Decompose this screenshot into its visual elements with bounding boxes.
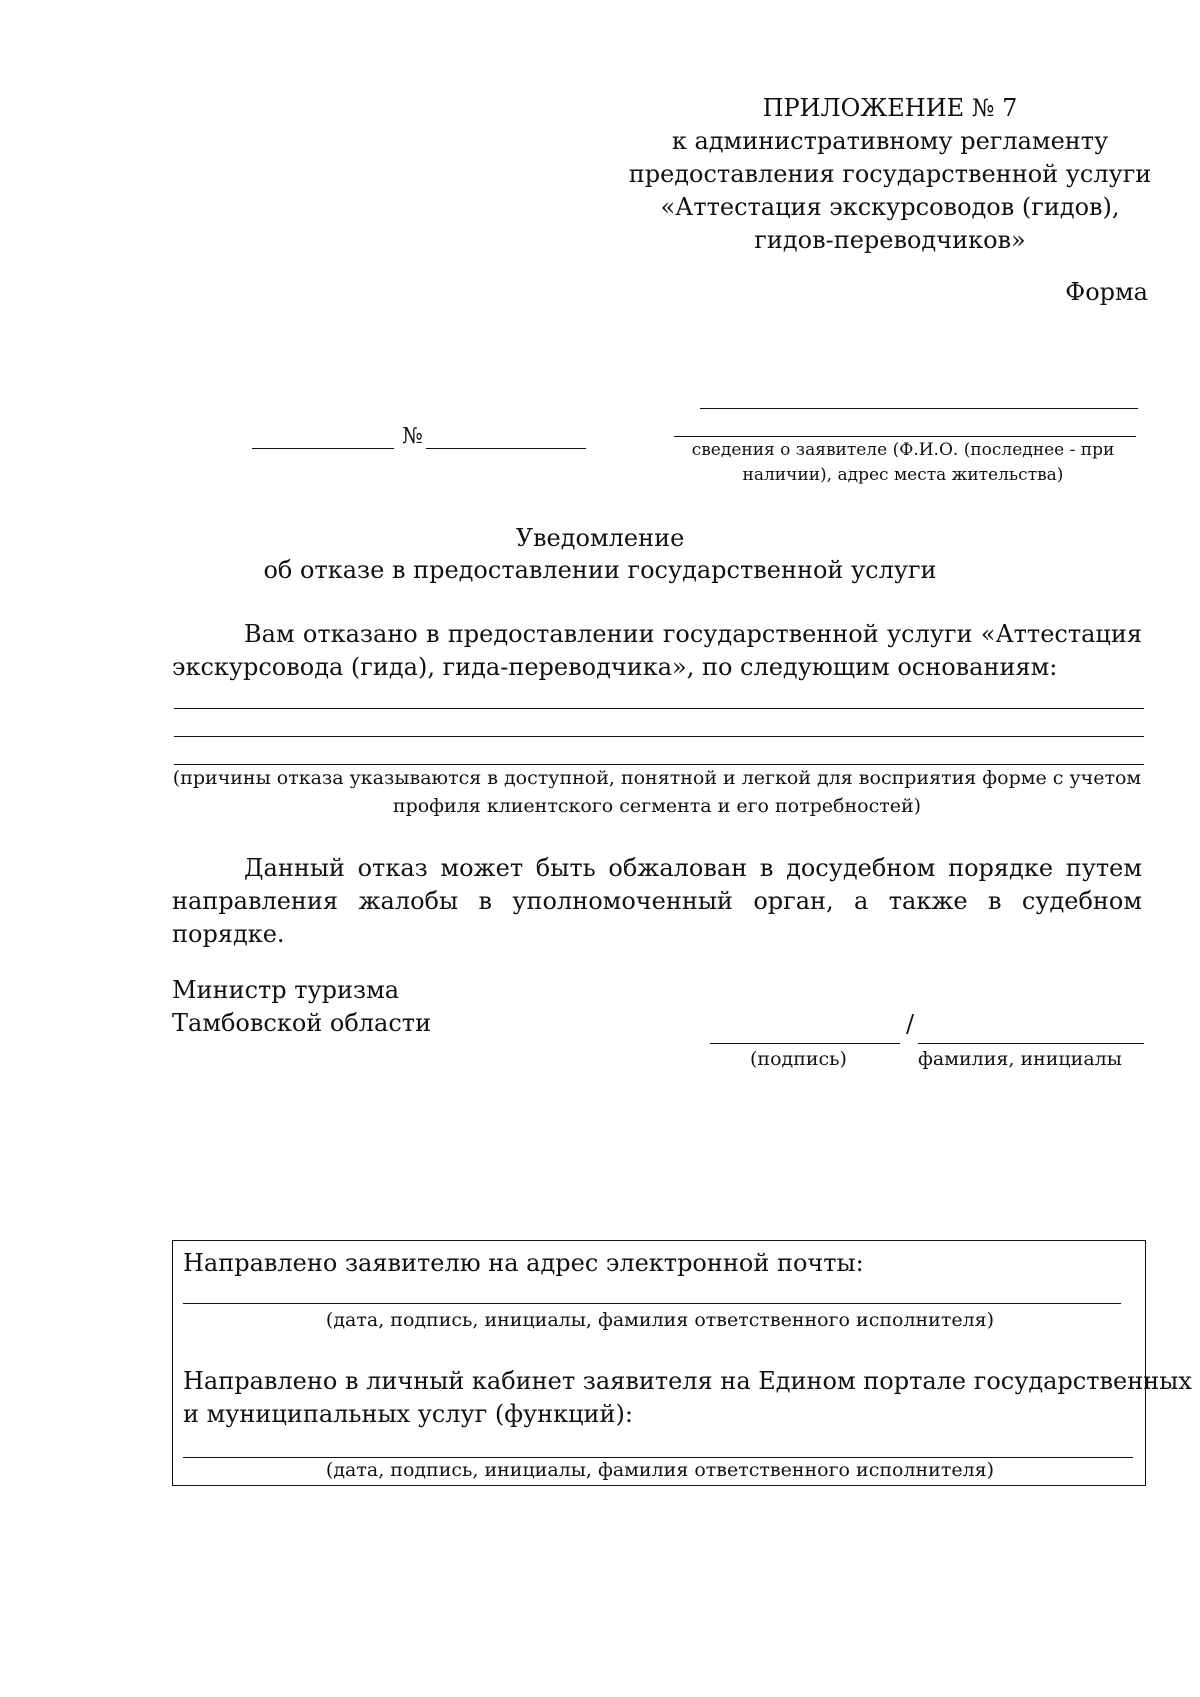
reason-line-1 — [174, 708, 1144, 709]
signer-position: Министр туризма — [172, 976, 400, 1004]
signature-caption: (подпись) — [750, 1048, 847, 1070]
email-delivery-line — [183, 1303, 1121, 1304]
applicant-line-2 — [674, 436, 1136, 437]
portal-delivery-line — [183, 1457, 1133, 1458]
number-sign: № — [402, 424, 423, 449]
portal-delivery-caption: (дата, подпись, инициалы, фамилия ответственного исполнителя) — [325, 1459, 995, 1481]
appeal-paragraph-text: Данный отказ может быть обжалован в досудебном порядке путем направления жалобы в уполномоченный орган, а также в судебном порядке. — [172, 854, 1142, 948]
applicant-caption-line-2: наличии), адрес места жительства) — [742, 465, 1064, 485]
applicant-line-1 — [700, 408, 1138, 409]
date-field-line — [252, 448, 394, 449]
portal-delivery-text-line-2: и муниципальных услуг (функций): — [183, 1400, 633, 1428]
notice-title — [0, 522, 1200, 586]
reason-line-2 — [174, 736, 1144, 737]
name-caption: фамилия, инициалы — [918, 1048, 1122, 1070]
appendix-line-5: гидов-переводчиков» — [754, 226, 1026, 254]
portal-delivery-text-line-1: Направлено в личный кабинет заявителя на Едином портале государственных — [183, 1367, 1192, 1395]
signature-slash: / — [906, 1010, 915, 1038]
email-delivery-text: Направлено заявителю на адрес электронной почты: — [183, 1249, 864, 1277]
appendix-line-3: предоставления государственной услуги — [628, 160, 1152, 188]
applicant-caption-line-1: сведения о заявителе (Ф.И.О. (последнее - при — [691, 440, 1115, 460]
number-field-line — [426, 448, 586, 449]
name-line — [918, 1043, 1144, 1044]
appendix-header — [620, 92, 1160, 257]
appeal-paragraph — [172, 852, 1142, 951]
appendix-line-2: к административному регламенту — [671, 127, 1109, 155]
form-label: Форма — [1065, 278, 1148, 306]
notice-title-line-2: об отказе в предоставлении государственной услуги — [263, 556, 937, 584]
signature-line — [710, 1043, 900, 1044]
delivery-box — [172, 1240, 1192, 1486]
appendix-line-4: «Аттестация экскурсоводов (гидов), — [660, 193, 1120, 221]
appendix-number: ПРИЛОЖЕНИЕ № 7 — [762, 94, 1018, 122]
refusal-paragraph — [172, 618, 1142, 684]
applicant-caption — [668, 438, 1138, 488]
signer-block — [172, 974, 431, 1040]
refusal-paragraph-text: Вам отказано в предоставлении государственной услуги «Аттестация экскурсовода (гида), гида-переводчика», по следующим основаниям: — [172, 620, 1142, 681]
reasons-caption: (причины отказа указываются в доступной, понятной и легкой для восприятия форме с учетом профиля клиентского сегмента и его потребностей) — [172, 767, 1142, 817]
signer-region: Тамбовской области — [172, 1009, 432, 1037]
email-delivery-caption: (дата, подпись, инициалы, фамилия ответственного исполнителя) — [325, 1309, 995, 1331]
notice-title-line-1: Уведомление — [515, 524, 685, 552]
